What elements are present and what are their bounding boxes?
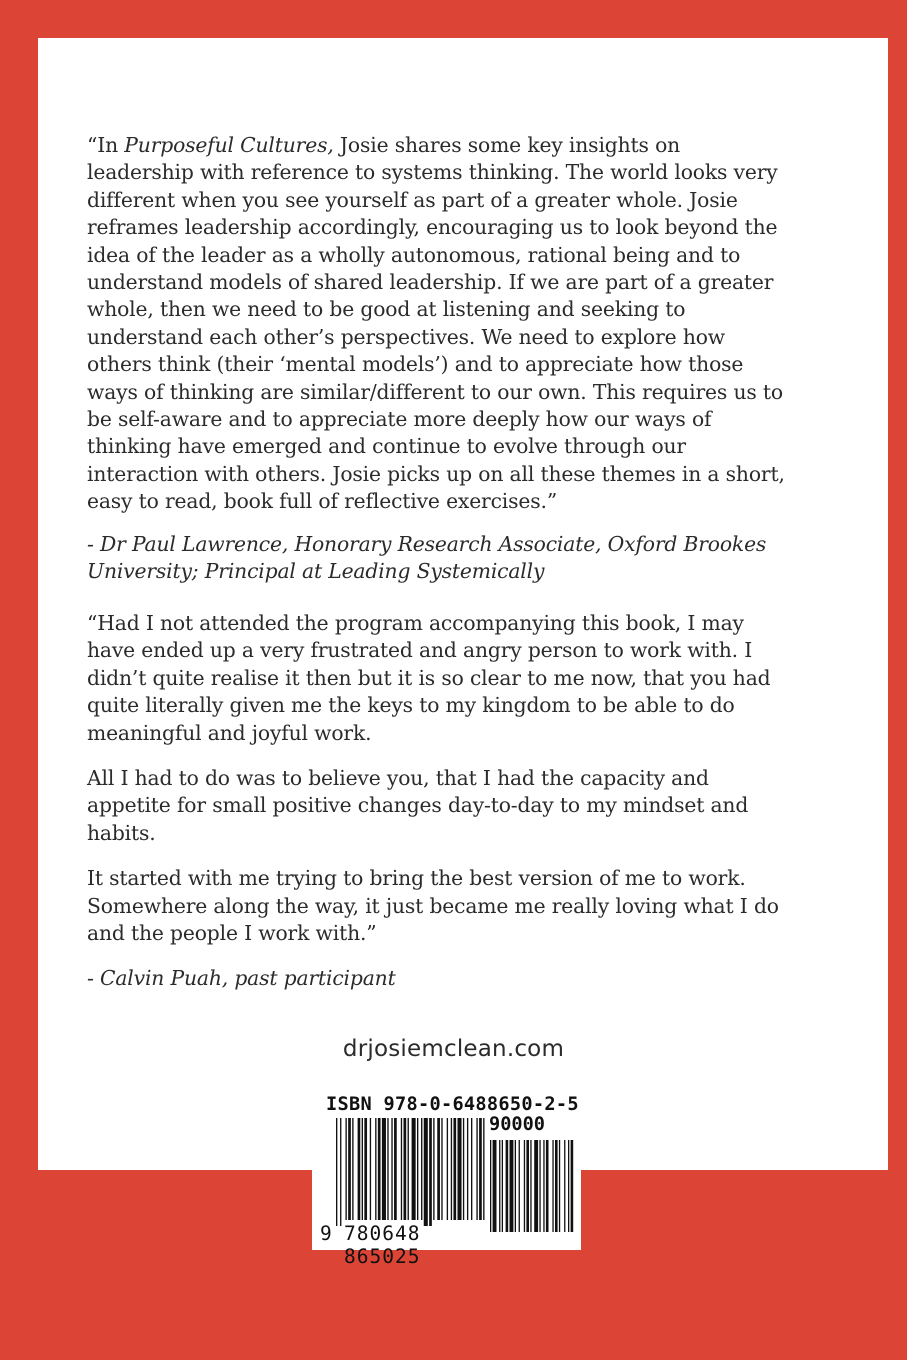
barcode-bar: [352, 1118, 353, 1220]
barcode-bar: [476, 1118, 477, 1220]
barcode-bar: [429, 1118, 432, 1226]
barcode-bar: [506, 1140, 509, 1232]
barcode-bar: [394, 1118, 397, 1220]
barcode-bar: [433, 1118, 434, 1220]
isbn-barcode: [312, 1090, 581, 1268]
barcode-bar: [358, 1118, 361, 1220]
barcode-bar: [382, 1118, 386, 1220]
barcode-bar: [437, 1118, 440, 1220]
website-url: drjosiemclean.com: [342, 1036, 565, 1062]
barcode-bar: [441, 1118, 442, 1220]
barcode-bar: [378, 1118, 381, 1220]
barcode-bar: [362, 1118, 363, 1220]
barcode-bar: [502, 1140, 503, 1232]
barcode-bar: [451, 1118, 452, 1220]
barcode-bar: [564, 1140, 565, 1232]
barcode-bar: [483, 1118, 484, 1220]
quote-lawrence: [87, 132, 792, 601]
barcode-bar: [408, 1118, 409, 1220]
barcode-bar: [571, 1140, 574, 1232]
barcode-main-digits: 780648 865025: [344, 1222, 421, 1268]
barcode-bar: [479, 1118, 482, 1220]
barcode-bar: [555, 1140, 558, 1232]
barcode-bar: [387, 1118, 388, 1220]
barcode-bar: [336, 1118, 337, 1226]
barcode-bar: [404, 1118, 407, 1220]
barcode-bar: [515, 1140, 516, 1232]
barcode-bar: [552, 1140, 553, 1232]
barcode-bar: [526, 1140, 529, 1232]
addon-number: 90000: [489, 1114, 545, 1135]
barcode-bar: [401, 1118, 402, 1220]
barcode-bar: [345, 1118, 346, 1220]
barcode-bar: [424, 1118, 428, 1226]
barcode-bar: [467, 1118, 468, 1220]
barcode-bar: [421, 1118, 422, 1220]
quote-lawrence-text: [87, 132, 792, 516]
barcode-bar: [417, 1118, 418, 1220]
barcode-bar: [458, 1118, 462, 1220]
barcode-bar: [534, 1140, 538, 1232]
attribution-lawrence: - Dr Paul Lawrence, Honorary Research Associate, Oxford Brookes University; Principal at Leading Systemically: [87, 531, 767, 584]
barcode-bar: [471, 1118, 472, 1220]
barcode-lead-digit: 9: [320, 1222, 332, 1245]
barcode-bar: [453, 1118, 456, 1220]
barcode-bar: [340, 1118, 341, 1226]
barcode-bar: [543, 1140, 544, 1232]
barcode-bar: [499, 1140, 500, 1232]
barcode-bar: [519, 1140, 520, 1232]
barcode-bar: [530, 1140, 531, 1232]
barcode-bar: [490, 1140, 491, 1232]
barcode-bar: [447, 1118, 448, 1220]
quote-puah-paragraph: It started with me trying to bring the best version of me to work. Somewhere along the way, it just became me really loving what I do and the people I work with.”: [87, 866, 779, 946]
quote-puah-paragraph: All I had to do was to believe you, that I had the capacity and appetite for small positive changes day-to-day to my mindset and habits.: [87, 766, 749, 845]
barcode-bar: [524, 1140, 525, 1232]
barcode-bar: [568, 1140, 569, 1232]
quote-puah: [87, 610, 792, 1011]
quote-open: “In: [87, 133, 125, 157]
isbn-label: ISBN 978-0-6488650-2-5: [326, 1094, 579, 1115]
attribution-puah: - Calvin Puah, past participant: [87, 966, 396, 991]
barcode-bar: [375, 1118, 376, 1220]
barcode-bar: [539, 1140, 540, 1232]
barcode-bar: [391, 1118, 392, 1220]
barcode-bar: [412, 1118, 416, 1220]
barcode-bar: [364, 1118, 367, 1220]
barcode-bar: [463, 1118, 464, 1220]
barcode-bar: [370, 1118, 371, 1220]
barcode-bar: [546, 1140, 549, 1232]
barcode-bar: [348, 1118, 351, 1220]
book-title: Purposeful Cultures,: [124, 133, 334, 157]
barcode-bar: [510, 1140, 514, 1232]
barcode-bar: [493, 1140, 497, 1232]
barcode-bar: [559, 1140, 560, 1232]
quote-puah-paragraph: “Had I not attended the program accompanying this book, I may have ended up a very frustrated and angry person to work with. I didn’t quite realise it then but it is so clear to me now, that you had quite literally given me the keys to my kingdom to be able to do meaningful and joyful work.: [87, 611, 771, 745]
quote-body: Josie shares some key insights on leadership with reference to systems thinking. The world looks very different when you see yourself as part of a greater whole. Josie reframes leadership accordingly, encouraging us to look beyond the idea of the leader as a wholly autonomous, rational being and to understand models of shared leadership. If we are part of a greater whole, then we need to be good at listening and seeking to understand each other’s perspectives. We need to explore how others think (their ‘mental models’) and to appreciate how those ways of thinking are similar/different to our own. This requires us to be self-aware and to appreciate more deeply how our ways of thinking have emerged and continue to evolve through our interaction with others. Josie picks up on all these themes in a short, easy to read, book full of reflective exercises.”: [87, 133, 785, 514]
